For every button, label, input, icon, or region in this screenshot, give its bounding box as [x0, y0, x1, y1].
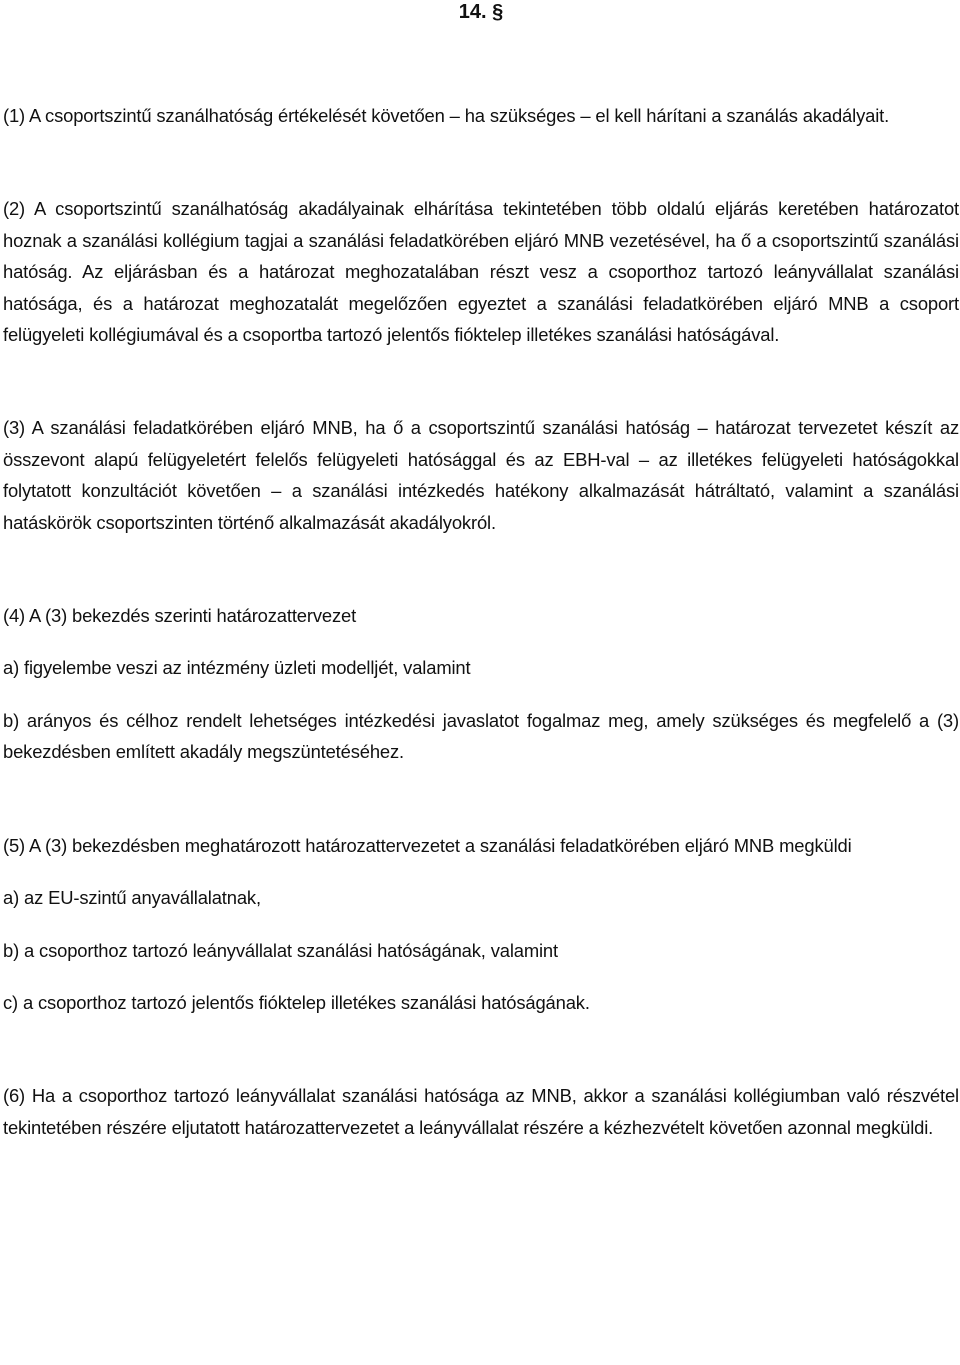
paragraph-4-point-a: a) figyelembe veszi az intézmény üzleti modelljét, valamint [3, 657, 471, 679]
paragraph-3: (3) A szanálási feladatkörében eljáró MNB, ha ő a csoportszintű szanálási hatóság – határozat tervezetet készít az összevont alapú felügyeletért felelős felügyeleti hatósággal és az EBH-val – az illetékes felügyeleti hatóságokkal folytatott konzultációt követően – a szanálási intézkedés hatékony alkalmazását hátráltató, valamint a szanálási hatáskörök csoportszinten történő alkalmazását akadályokról. [3, 417, 959, 533]
paragraph-2: (2) A csoportszintű szanálhatóság akadályainak elhárítása tekintetében több oldalú eljárás keretében határozatot hoznak a szanálási kollégium tagjai a szanálási feladatkörében eljáró MNB vezetésével, ha ő a csoportszintű szanálási hatóság. Az eljárásban és a határozat meghozatalában részt vesz a csoporthoz tartozó leányvállalat szanálási hatósága, és a határozat meghozatalát megelőzően egyeztet a szanálási feladatkörében eljáró MNB a csoport felügyeleti kollégiumával és a csoportba tartozó jelentős fióktelep illetékes szanálási hatóságával. [3, 198, 959, 346]
section-heading: 14. § [458, 1, 504, 23]
paragraph-4: (4) A (3) bekezdés szerinti határozattervezet [3, 605, 357, 627]
document-page [3, 0, 959, 1143]
paragraph-5-point-c: c) a csoporthoz tartozó jelentős fióktelep illetékes szanálási hatóságának. [3, 991, 590, 1013]
paragraph-4-point-b: b) arányos és célhoz rendelt lehetséges intézkedési javaslatot fogalmaz meg, amely szükséges és megfelelő a (3) bekezdésben említett akadály megszüntetéséhez. [3, 709, 959, 763]
paragraph-1: (1) A csoportszintű szanálhatóság értékelését követően – ha szükséges – el kell hárítani a szanálás akadályait. [3, 105, 890, 126]
paragraph-5-point-b: b) a csoporthoz tartozó leányvállalat szanálási hatóságának, valamint [3, 939, 558, 961]
paragraph-5: (5) A (3) bekezdésben meghatározott határozattervezetet a szanálási feladatkörében eljáró MNB megküldi [3, 834, 852, 856]
paragraph-6: (6) Ha a csoporthoz tartozó leányvállalat szanálási hatósága az MNB, akkor a szanálási kollégiumban való részvétel tekintetében részére eljutatott határozattervezetet a leányvállalat részére a kézhezvételt követően azonnal megküldi. [3, 1085, 959, 1138]
paragraph-5-point-a: a) az EU-szintű anyavállalatnak, [3, 887, 261, 909]
